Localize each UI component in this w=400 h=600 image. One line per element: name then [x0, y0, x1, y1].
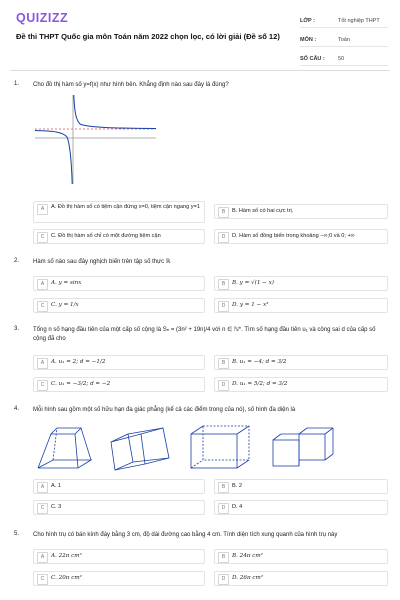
option-c[interactable]: [33, 571, 205, 586]
meta-row: [300, 14, 388, 28]
option-letter: C: [37, 380, 48, 391]
option-text: D. 26π cm²: [232, 575, 264, 581]
option-text: A. 1: [51, 483, 61, 489]
option-text: C. Đồ thị hàm số chỉ có một đường tiệm cận: [51, 233, 161, 239]
option-letter: B: [218, 207, 229, 218]
meta-value: 50: [338, 55, 345, 62]
option-letter: C: [37, 232, 48, 243]
option-letter: D: [218, 503, 229, 514]
question-text: Hàm số nào sau đây nghịch biến trên tập số thực ℝ: [33, 259, 171, 265]
option-letter: D: [218, 301, 229, 312]
function-graph: [33, 92, 158, 187]
option-b[interactable]: [214, 276, 388, 291]
question-number: 2.: [14, 258, 20, 264]
question-number: 4.: [14, 406, 20, 412]
option-text: C. u₁ = −3/2; d = −2: [51, 381, 111, 387]
question-number: 1.: [14, 81, 20, 87]
figure-box: [191, 426, 249, 468]
option-text: B. Hàm số có hai cực trị.: [232, 208, 294, 214]
option-c[interactable]: [33, 298, 205, 313]
option-a[interactable]: [33, 355, 205, 370]
option-letter: A: [37, 358, 48, 369]
option-text: D. Hàm số đồng biến trong khoảng −∞;0 và 0; +∞: [232, 233, 355, 239]
option-text: B. 24π cm²: [232, 553, 263, 559]
question-text: Mỗi hình sau gồm một số hữu hạn đa giác phẳng (kể cả các điểm trong của nó), số hình đa diện là: [33, 407, 296, 413]
meta-value: Tốt nghiệp THPT: [338, 17, 380, 24]
option-a[interactable]: [33, 201, 205, 223]
page-title: Đề thi THPT Quốc gia môn Toán năm 2022 chọn lọc, có lời giải (Đề số 12): [16, 32, 280, 41]
quizizz-logo: QUIZIZZ: [16, 11, 69, 25]
meta-panel: [300, 14, 388, 71]
figure-cubes: [273, 428, 333, 466]
option-letter: C: [37, 574, 48, 585]
option-text: C. y = 1/x: [51, 302, 79, 308]
option-c[interactable]: [33, 500, 205, 515]
option-b[interactable]: [214, 479, 388, 494]
header-divider: [10, 70, 390, 71]
option-d[interactable]: [214, 229, 388, 244]
meta-key: LỚP :: [300, 17, 315, 24]
option-letter: A: [37, 204, 48, 215]
option-c[interactable]: [33, 377, 205, 392]
right-branch: [74, 95, 156, 129]
option-text: A. y = sinx: [51, 280, 82, 286]
question-text: Tổng n số hạng đầu tiên của một cấp số cộng là Sₙ = (3n² + 19n)/4 với n ∈ ℕ*. Tìm số hạng đầu tiên u₁ và công sai d của cấp số cộng đã cho: [33, 327, 376, 342]
option-text: B. y = √(1 − x): [232, 280, 274, 286]
option-letter: A: [37, 552, 48, 563]
question-number: 5.: [14, 531, 20, 537]
question-number: 3.: [14, 326, 20, 332]
option-d[interactable]: [214, 298, 388, 313]
option-b[interactable]: [214, 355, 388, 370]
meta-key: MÔN :: [300, 36, 317, 43]
option-a[interactable]: [33, 479, 205, 494]
option-text: A. Đồ thị hàm số có tiệm cận đứng x=0, tiệm cận ngang y=1: [51, 204, 200, 210]
option-text: D. u₁ = 5/2; d = 3/2: [232, 381, 288, 387]
option-text: A. 22π cm²: [51, 553, 82, 559]
option-letter: C: [37, 503, 48, 514]
option-letter: D: [218, 380, 229, 391]
option-letter: B: [218, 482, 229, 493]
question-text: Cho đồ thị hàm số y=f(x) như hình bên. Khẳng định nào sau đây là đúng?: [33, 82, 229, 88]
option-a[interactable]: [33, 549, 205, 564]
option-text: D. 4: [232, 504, 243, 510]
option-d[interactable]: [214, 571, 388, 586]
meta-row: [300, 33, 388, 47]
option-letter: A: [37, 279, 48, 290]
option-letter: A: [37, 482, 48, 493]
polyhedra-figures: [33, 420, 378, 475]
meta-key: SỐ CÂU :: [300, 55, 325, 62]
left-branch: [35, 131, 72, 185]
option-b[interactable]: [214, 204, 388, 219]
option-d[interactable]: [214, 500, 388, 515]
option-text: C. 3: [51, 504, 62, 510]
option-text: A. u₁ = 2; d = −1/2: [51, 359, 106, 365]
option-text: B. 2: [232, 483, 242, 489]
option-letter: B: [218, 279, 229, 290]
figure-prism: [111, 428, 169, 470]
option-letter: D: [218, 232, 229, 243]
option-text: C. 20π cm²: [51, 575, 82, 581]
option-letter: B: [218, 552, 229, 563]
option-letter: D: [218, 574, 229, 585]
option-letter: C: [37, 301, 48, 312]
meta-value: Toán: [338, 36, 350, 43]
option-c[interactable]: [33, 229, 205, 244]
option-letter: B: [218, 358, 229, 369]
meta-row: [300, 52, 388, 66]
option-b[interactable]: [214, 549, 388, 564]
option-d[interactable]: [214, 377, 388, 392]
option-text: D. y = 1 − x³: [232, 302, 269, 308]
option-a[interactable]: [33, 276, 205, 291]
option-text: B. u₁ = −4; d = 3/2: [232, 359, 287, 365]
figure-frustum: [38, 428, 91, 468]
question-text: Cho hình trụ có bán kính đáy bằng 3 cm, độ dài đường cao bằng 4 cm. Tính diện tích xung quanh của hình trụ này: [33, 532, 338, 538]
